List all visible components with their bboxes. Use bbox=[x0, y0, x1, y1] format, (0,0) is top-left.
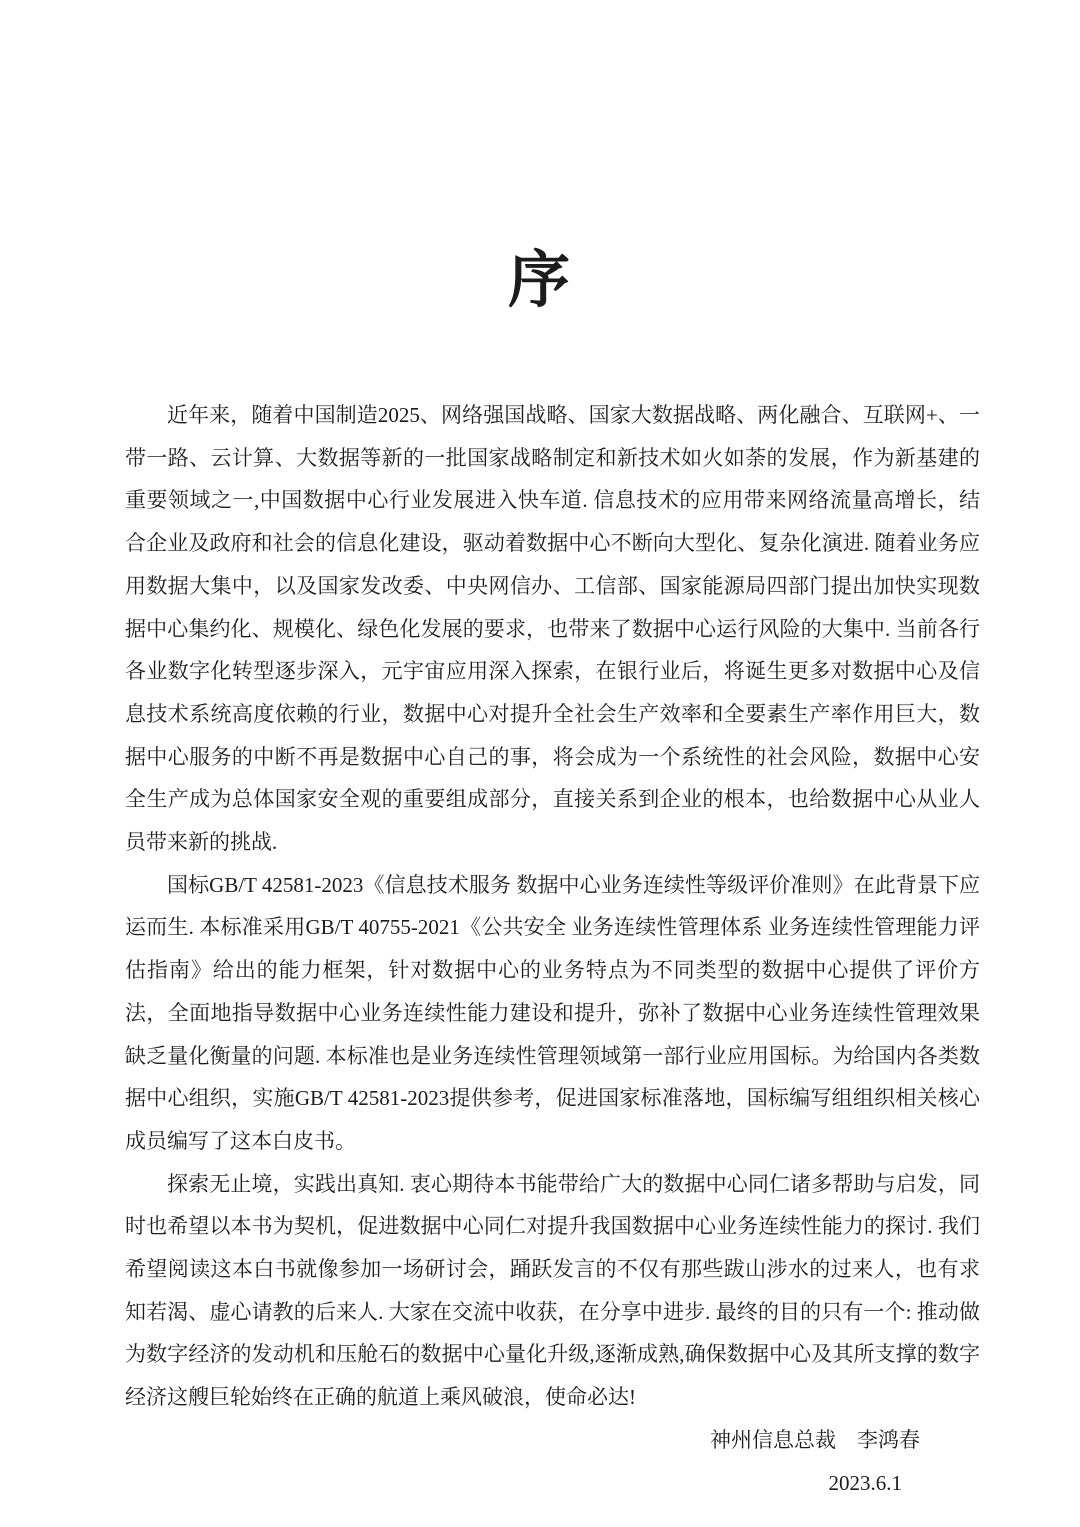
page-title: 序 bbox=[507, 247, 572, 315]
preface-body bbox=[125, 394, 980, 1419]
date: 2023.6.1 bbox=[828, 1470, 902, 1495]
paragraph: 近年来，随着中国制造2025、网络强国战略、国家大数据战略、两化融合、互联网+、一带一路、云计算、大数据等新的一批国家战略制定和新技术如火如荼的发展，作为新基建的重要领域之一,中国数据中心行业发展进入快车道. 信息技术的应用带来网络流量高增长，结合企业及政府和社会的信息化建设，驱动着数据中心不断向大型化、复杂化演进. 随着业务应用数据大集中，以及国家发改委、中央网信办、工信部、国家能源局四部门提出加快实现数据中心集约化、规模化、绿色化发展的要求，也带来了数据中心运行风险的大集中. 当前各行各业数字化转型逐步深入，元宇宙应用深入探索，在银行业后，将诞生更多对数据中心及信息技术系统高度依赖的行业，数据中心对提升全社会生产效率和全要素生产率作用巨大，数据中心服务的中断不再是数据中心自己的事，将会成为一个系统性的社会风险，数据中心安全生产成为总体国家安全观的重要组成部分，直接关系到企业的根本，也给数据中心从业人员带来新的挑战. bbox=[125, 403, 980, 855]
paragraph: 国标GB/T 42581-2023《信息技术服务 数据中心业务连续性等级评价准则》在此背景下应运而生. 本标准采用GB/T 40755-2021《公共安全 业务连续性管理体系 业务连续性管理能力评估指南》给出的能力框架，针对数据中心的业务特点为不同类型的数据中心提供了评价方法，全面地指导数据中心业务连续性能力建设和提升，弥补了数据中心业务连续性管理效果缺乏量化衡量的问题. 本标准也是业务连续性管理领域第一部行业应用国标。为给国内各类数据中心组织，实施GB/T 42581-2023提供参考，促进国家标准落地，国标编写组组织相关核心成员编写了这本白皮书。 bbox=[125, 872, 980, 1153]
signature: 神州信息总裁 李鸿春 bbox=[710, 1427, 920, 1452]
paragraph: 探索无止境，实践出真知. 衷心期待本书能带给广大的数据中心同仁诸多帮助与启发，同时也希望以本书为契机，促进数据中心同仁对提升我国数据中心业务连续性能力的探讨. 我们希望阅读这本白书就像参加一场研讨会，踊跃发言的不仅有那些跋山涉水的过来人，也有求知若渴、虚心请教的后来人. 大家在交流中收获，在分享中进步. 最终的目的只有一个: 推动做为数字经济的发动机和压舱石的数据中心量化升级,逐渐成熟,确保数据中心及其所支撑的数字经济这艘巨轮始终在正确的航道上乘风破浪，使命必达! bbox=[125, 1171, 980, 1410]
